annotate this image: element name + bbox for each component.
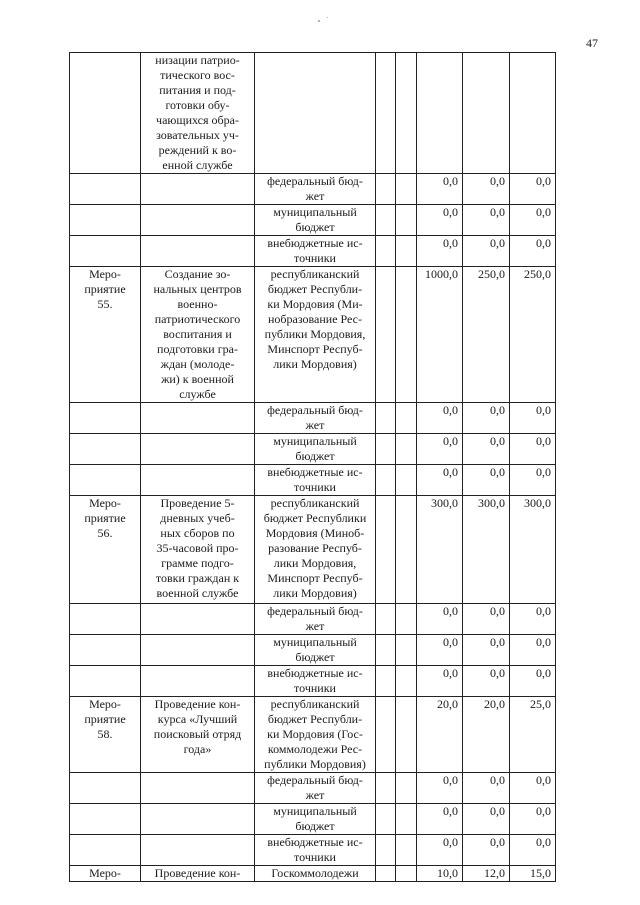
empty-cell	[376, 804, 396, 835]
funding-source-cell: муниципальный бюджет	[255, 205, 376, 236]
value-cell: 0,0	[510, 236, 556, 267]
value-cell: 0,0	[510, 174, 556, 205]
empty-cell	[396, 697, 417, 773]
measure-name-cell	[141, 635, 255, 666]
measure-label-cell	[70, 174, 141, 205]
measure-label-cell	[70, 635, 141, 666]
funding-source-cell: федеральный бюд- жет	[255, 403, 376, 434]
value-cell: 10,0	[417, 866, 463, 882]
value-cell: 0,0	[510, 604, 556, 635]
empty-cell	[376, 434, 396, 465]
funding-source-cell	[255, 53, 376, 174]
value-cell: 0,0	[417, 174, 463, 205]
table-row	[70, 697, 556, 773]
value-cell: 0,0	[417, 835, 463, 866]
value-cell: 250,0	[463, 267, 510, 403]
measure-label-cell	[70, 403, 141, 434]
empty-cell	[376, 403, 396, 434]
measure-name-cell	[141, 465, 255, 496]
measure-name-cell: Проведение кон- курса «Лучший поисковый отряд года»	[141, 697, 255, 773]
empty-cell	[396, 53, 417, 174]
value-cell: 0,0	[463, 434, 510, 465]
measure-label-cell: Меро- приятие 58.	[70, 697, 141, 773]
funding-source-cell: Госкоммолодежи	[255, 866, 376, 882]
empty-cell	[396, 666, 417, 697]
measure-label-cell	[70, 773, 141, 804]
measure-label-cell	[70, 804, 141, 835]
value-cell: 0,0	[463, 465, 510, 496]
table-row	[70, 434, 556, 465]
measure-name-cell	[141, 773, 255, 804]
value-cell: 250,0	[510, 267, 556, 403]
value-cell: 0,0	[417, 635, 463, 666]
empty-cell	[396, 403, 417, 434]
value-cell: 0,0	[510, 465, 556, 496]
value-cell: 1000,0	[417, 267, 463, 403]
measure-label-cell: Меро-	[70, 866, 141, 882]
empty-cell	[396, 866, 417, 882]
value-cell: 0,0	[510, 205, 556, 236]
value-cell: 300,0	[463, 496, 510, 604]
measure-label-cell	[70, 835, 141, 866]
value-cell: 20,0	[417, 697, 463, 773]
measure-name-cell	[141, 434, 255, 465]
value-cell: 0,0	[463, 804, 510, 835]
table-row	[70, 496, 556, 604]
funding-source-cell: муниципальный бюджет	[255, 635, 376, 666]
empty-cell	[376, 496, 396, 604]
empty-cell	[396, 205, 417, 236]
table-row	[70, 666, 556, 697]
table-row	[70, 604, 556, 635]
empty-cell	[396, 773, 417, 804]
value-cell: 12,0	[463, 866, 510, 882]
budget-table	[69, 52, 556, 882]
value-cell: 0,0	[417, 465, 463, 496]
empty-cell	[376, 53, 396, 174]
funding-source-cell: республиканский бюджет Республи- ки Мордовия (Ми- нобразование Рес- публики Мордовия, Минспорт Респуб- лики Мордовия)	[255, 267, 376, 403]
value-cell: 15,0	[510, 866, 556, 882]
value-cell: 0,0	[510, 403, 556, 434]
measure-name-cell	[141, 666, 255, 697]
table-row	[70, 205, 556, 236]
funding-source-cell: федеральный бюд- жет	[255, 604, 376, 635]
table-row	[70, 835, 556, 866]
value-cell: 0,0	[417, 205, 463, 236]
table-row	[70, 53, 556, 174]
measure-name-cell: Создание зо- нальных центров военно- патриотического воспитания и подготовки гра- ждан (молоде- жи) к военной службе	[141, 267, 255, 403]
funding-source-cell: федеральный бюд- жет	[255, 773, 376, 804]
measure-name-cell	[141, 604, 255, 635]
measure-label-cell	[70, 236, 141, 267]
empty-cell	[376, 267, 396, 403]
value-cell: 0,0	[510, 804, 556, 835]
measure-name-cell	[141, 804, 255, 835]
measure-name-cell	[141, 174, 255, 205]
value-cell: 20,0	[463, 697, 510, 773]
value-cell: 0,0	[510, 773, 556, 804]
empty-cell	[376, 174, 396, 205]
funding-source-cell: внебюджетные ис- точники	[255, 666, 376, 697]
empty-cell	[396, 496, 417, 604]
value-cell: 0,0	[417, 403, 463, 434]
table-row	[70, 174, 556, 205]
funding-source-cell: внебюджетные ис- точники	[255, 465, 376, 496]
value-cell: 0,0	[417, 604, 463, 635]
value-cell: 0,0	[463, 174, 510, 205]
table-row	[70, 635, 556, 666]
funding-source-cell: муниципальный бюджет	[255, 804, 376, 835]
page-number: 47	[586, 36, 598, 50]
scan-dot	[318, 20, 320, 22]
scan-dot	[327, 17, 328, 18]
empty-cell	[376, 465, 396, 496]
table-row	[70, 236, 556, 267]
empty-cell	[376, 236, 396, 267]
value-cell: 0,0	[510, 666, 556, 697]
table-row	[70, 465, 556, 496]
value-cell: 0,0	[463, 604, 510, 635]
value-cell: 0,0	[510, 434, 556, 465]
value-cell	[463, 53, 510, 174]
empty-cell	[376, 835, 396, 866]
funding-source-cell: федеральный бюд- жет	[255, 174, 376, 205]
measure-name-cell	[141, 236, 255, 267]
empty-cell	[396, 635, 417, 666]
value-cell: 0,0	[463, 835, 510, 866]
funding-source-cell: муниципальный бюджет	[255, 434, 376, 465]
empty-cell	[376, 866, 396, 882]
table-row	[70, 403, 556, 434]
measure-name-cell	[141, 835, 255, 866]
measure-label-cell: Меро- приятие 55.	[70, 267, 141, 403]
empty-cell	[376, 697, 396, 773]
measure-label-cell	[70, 604, 141, 635]
empty-cell	[376, 604, 396, 635]
measure-name-cell: низации патрио- тического вос- питания и под- готовки обу- чающихся обра- зовательных уч- реждений к во- енной службе	[141, 53, 255, 174]
empty-cell	[396, 236, 417, 267]
empty-cell	[396, 434, 417, 465]
measure-label-cell	[70, 53, 141, 174]
value-cell: 300,0	[510, 496, 556, 604]
measure-name-cell: Проведение 5- дневных учеб- ных сборов по 35-часовой про- грамме подго- товки граждан к военной службе	[141, 496, 255, 604]
value-cell: 0,0	[417, 666, 463, 697]
funding-source-cell: внебюджетные ис- точники	[255, 835, 376, 866]
measure-name-cell	[141, 403, 255, 434]
value-cell: 0,0	[417, 434, 463, 465]
empty-cell	[376, 205, 396, 236]
funding-source-cell: республиканский бюджет Республи- ки Мордовия (Гос- коммолодежи Рес- публики Мордовия)	[255, 697, 376, 773]
empty-cell	[376, 666, 396, 697]
empty-cell	[376, 635, 396, 666]
empty-cell	[376, 773, 396, 804]
empty-cell	[396, 604, 417, 635]
empty-cell	[396, 804, 417, 835]
measure-label-cell	[70, 666, 141, 697]
measure-name-cell: Проведение кон-	[141, 866, 255, 882]
value-cell: 0,0	[510, 835, 556, 866]
empty-cell	[396, 835, 417, 866]
value-cell: 0,0	[463, 403, 510, 434]
value-cell: 0,0	[463, 773, 510, 804]
value-cell: 0,0	[417, 804, 463, 835]
empty-cell	[396, 267, 417, 403]
value-cell: 0,0	[463, 666, 510, 697]
table-row	[70, 866, 556, 882]
measure-label-cell	[70, 465, 141, 496]
empty-cell	[396, 174, 417, 205]
value-cell	[417, 53, 463, 174]
value-cell: 0,0	[463, 205, 510, 236]
value-cell: 0,0	[463, 236, 510, 267]
value-cell: 0,0	[417, 236, 463, 267]
value-cell: 0,0	[463, 635, 510, 666]
funding-source-cell: республиканский бюджет Республики Мордовия (Миноб- разование Респуб- лики Мордовия, Минспорт Респуб- лики Мордовия)	[255, 496, 376, 604]
table-row	[70, 773, 556, 804]
value-cell: 0,0	[510, 635, 556, 666]
empty-cell	[396, 465, 417, 496]
funding-source-cell: внебюджетные ис- точники	[255, 236, 376, 267]
table-row	[70, 267, 556, 403]
value-cell: 0,0	[417, 773, 463, 804]
table-row	[70, 804, 556, 835]
value-cell	[510, 53, 556, 174]
value-cell: 300,0	[417, 496, 463, 604]
measure-label-cell	[70, 434, 141, 465]
measure-name-cell	[141, 205, 255, 236]
measure-label-cell	[70, 205, 141, 236]
value-cell: 25,0	[510, 697, 556, 773]
measure-label-cell: Меро- приятие 56.	[70, 496, 141, 604]
